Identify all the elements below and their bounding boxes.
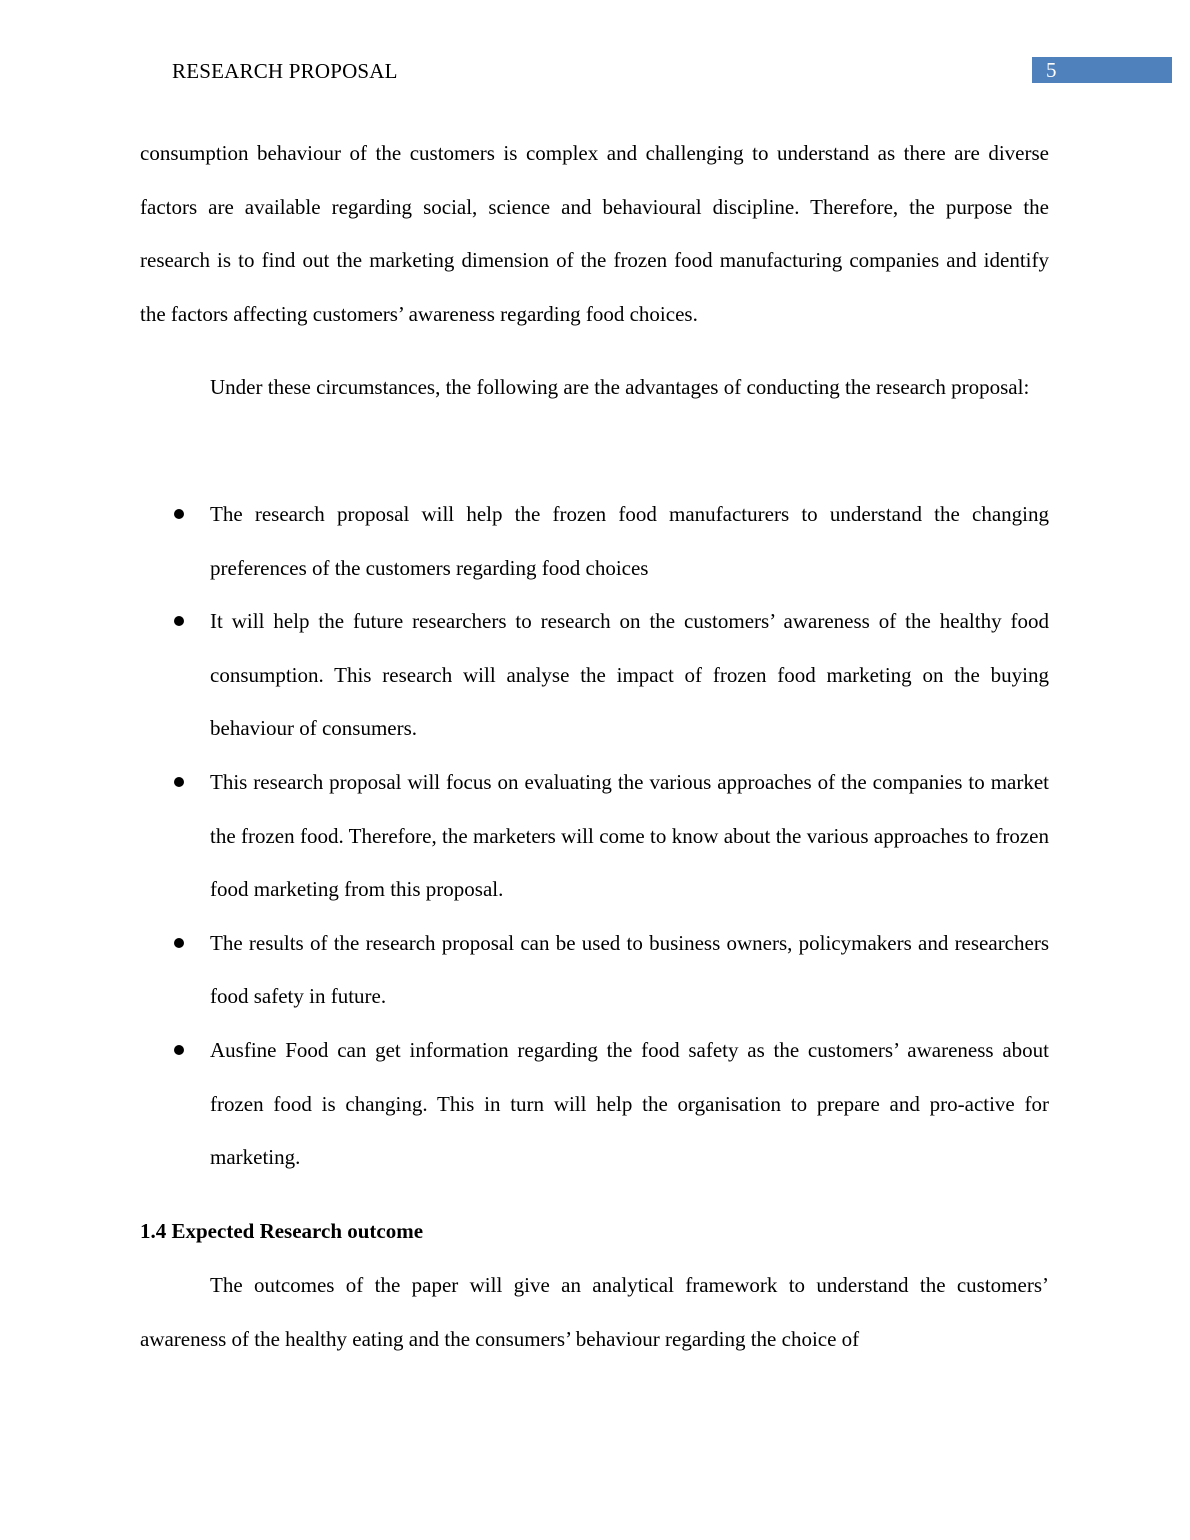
outcome-paragraph: The outcomes of the paper will give an analytical framework to understand the customers’ awareness of the healthy eating and the consumers’ behaviour regarding the choice of [140,1273,1049,1351]
list-item-text: It will help the future researchers to research on the customers’ awareness of the healthy food consumption. This research will analyse the impact of frozen food marketing on the buying behaviour of consumers. [210,609,1049,741]
bullet-icon [174,1045,184,1055]
page-number: 5 [1046,58,1057,82]
advantages-lead-paragraph: Under these circumstances, the following are the advantages of conducting the research proposal: [210,375,1030,399]
bullet-icon [174,616,184,626]
list-item [140,756,1049,917]
bullet-icon [174,509,184,519]
bullet-icon [174,777,184,787]
list-item [140,488,1049,595]
list-item-text: This research proposal will focus on evaluating the various approaches of the companies to market the frozen food. Therefore, the marketers will come to know about the various approaches to frozen food marketing from this proposal. [210,769,1049,902]
list-item-text: The results of the research proposal can be used to business owners, policymakers and researchers food safety in future. [210,930,1049,1009]
advantages-list [140,488,1049,1185]
list-item [140,595,1049,756]
list-item-text: The research proposal will help the frozen food manufacturers to understand the changing preferences of the customers regarding food choices [210,502,1049,580]
section-heading: 1.4 Expected Research outcome [140,1219,424,1243]
running-header-title: RESEARCH PROPOSAL [172,59,398,83]
bullet-icon [174,938,184,948]
list-item [140,917,1049,1024]
intro-paragraph: consumption behaviour of the customers is complex and challenging to understand as there are diverse factors are available regarding social, science and behavioural discipline. Therefore, the purpose the research is to find out the marketing dimension of the frozen food manufacturing companies and identify the factors affecting customers’ awareness regarding food choices. [140,141,1049,326]
page-number-badge [1032,57,1172,83]
list-item [140,1024,1049,1185]
list-item-text: Ausfine Food can get information regarding the food safety as the customers’ awareness about frozen food is changing. This in turn will help the organisation to prepare and pro-active for marketing. [210,1037,1049,1170]
